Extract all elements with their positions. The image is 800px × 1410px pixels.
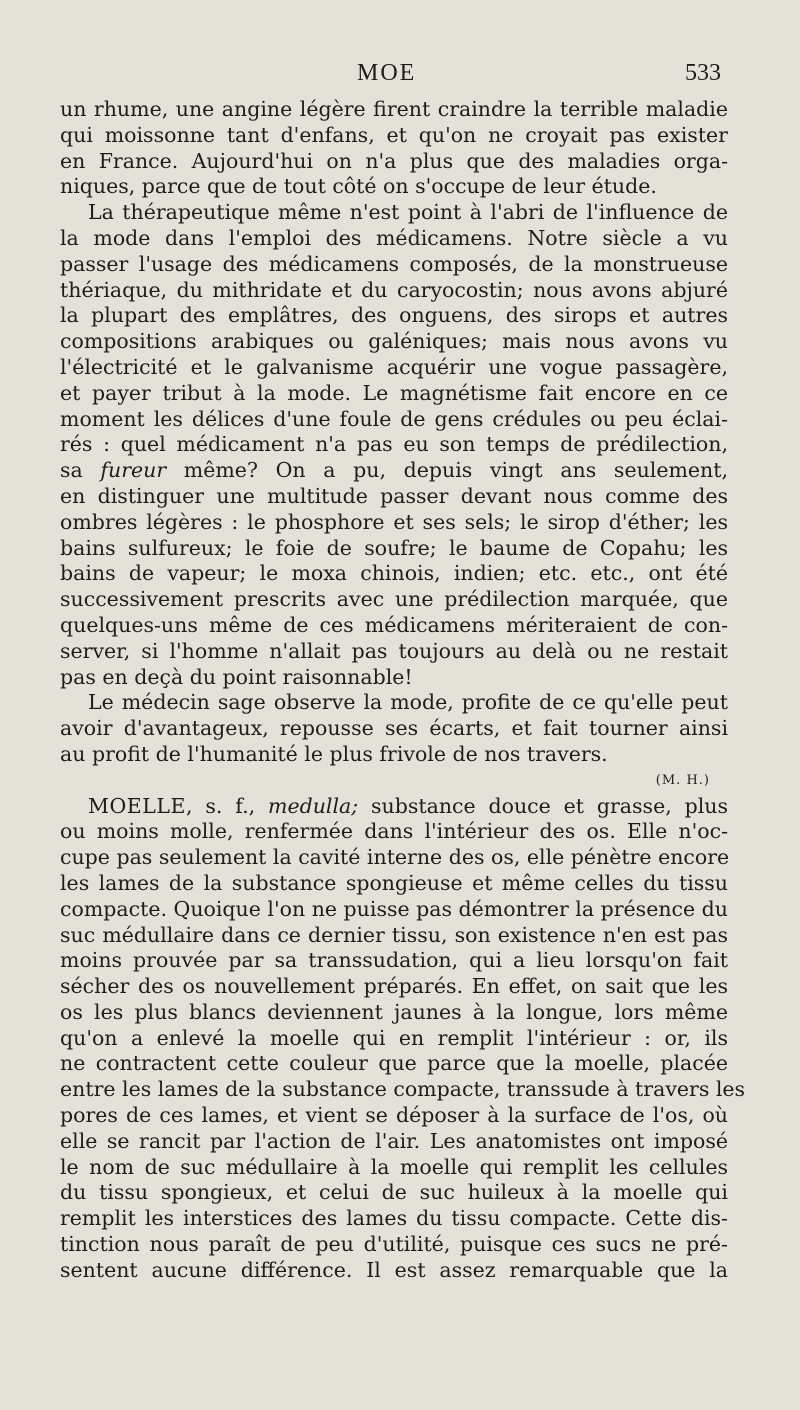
text-line: entre les lames de la substance compacte, transsude à travers les <box>60 1077 746 1102</box>
text-line: le nom de suc médullaire à la moelle qui remplit les cellules <box>60 1154 728 1179</box>
text-line: suc médullaire dans ce dernier tissu, son existence n'en est pas <box>60 922 728 947</box>
text-line: bains de vapeur; le moxa chinois, indien; etc. etc., ont été <box>60 561 728 586</box>
entry-latin: medulla; <box>268 793 359 818</box>
text-line: qu'on a enlevé la moelle qui en remplit l'intérieur : or, ils <box>60 1025 728 1050</box>
text-line: la plupart des emplâtres, des onguens, des sirops et autres <box>60 303 728 328</box>
italic-word: fureur <box>100 458 167 483</box>
text-line: passer l'usage des médicamens composés, de la monstrueuse <box>60 251 728 276</box>
text-line: sentent aucune différence. Il est assez remarquable que la <box>60 1257 728 1282</box>
text-line: pas en deçà du point raisonnable! <box>60 664 413 689</box>
running-head: MOE <box>357 60 417 86</box>
text-line: os les plus blancs deviennent jaunes à la longue, lors même <box>60 999 728 1024</box>
text-line: rés : quel médicament n'a pas eu son temps de prédilection, <box>60 432 728 457</box>
text-line: successivement prescrits avec une prédilection marquée, que <box>60 587 728 612</box>
text-line: tinction nous paraît de peu d'utilité, puisque ces sucs ne pré- <box>60 1232 728 1257</box>
text-line: en France. Aujourd'hui on n'a plus que des maladies orga- <box>60 148 728 173</box>
text-line: en distinguer une multitude passer devant nous comme des <box>60 483 728 508</box>
text-line: moins prouvée par sa transsudation, qui a lieu lorsqu'on fait <box>60 948 728 973</box>
text-line: compositions arabiques ou galéniques; mais nous avons vu <box>60 329 728 354</box>
text-line: elle se rancit par l'action de l'air. Les anatomistes ont imposé <box>60 1128 728 1153</box>
text-line: quelques-uns même de ces médicamens mériteraient de con- <box>60 612 728 637</box>
entry-moelle <box>60 793 746 1284</box>
entry-grammar: , s. f., <box>185 793 268 818</box>
text-line: ou moins molle, renfermée dans l'intérieur des os. Elle n'oc- <box>60 819 728 844</box>
author-signature: (M. H.) <box>655 772 710 788</box>
paragraph-therapeutics <box>60 200 728 690</box>
entry-headword: MOELLE <box>88 793 186 818</box>
text-segment: même? On a pu, depuis vingt ans seulement, <box>166 458 728 483</box>
text-line: les lames de la substance spongieuse et même celles du tissu <box>60 870 728 895</box>
text-line: server, si l'homme n'allait pas toujours au delà ou ne restait <box>60 638 728 663</box>
text-line: cupe pas seulement la cavité interne des os, elle pénètre encore <box>60 845 730 870</box>
text-line: bains sulfureux; le foie de soufre; le baume de Copahu; les <box>60 535 728 560</box>
text-line: moment les délices d'une foule de gens crédules ou peu éclai- <box>60 406 728 431</box>
text-line: ne contractent cette couleur que parce que la moelle, placée <box>60 1051 728 1076</box>
text-line: ombres légères : le phosphore et ses sels; le sirop d'éther; les <box>60 509 728 534</box>
text-line: compacte. Quoique l'on ne puisse pas démontrer la présence du <box>60 896 728 921</box>
entry-definition-start: substance douce et grasse, plus <box>358 793 728 818</box>
text-line: et payer tribut à la mode. Le magnétisme fait encore en ce <box>60 380 728 405</box>
text-line-with-italic <box>60 458 728 484</box>
text-line: la mode dans l'emploi des médicamens. Notre siècle a vu <box>60 225 728 250</box>
text-line: un rhume, une angine légère firent craindre la terrible maladie <box>60 97 728 121</box>
paragraph-sage <box>60 690 728 767</box>
text-line: sécher des os nouvellement préparés. En effet, on sait que les <box>60 974 728 999</box>
text-line: niques, parce que de tout côté on s'occupe de leur étude. <box>60 174 657 199</box>
entry-first-line <box>60 794 728 820</box>
text-line: La thérapeutique même n'est point à l'abri de l'influence de <box>88 200 728 225</box>
text-line: avoir d'avantageux, repousse ses écarts, et fait tourner ainsi <box>60 716 728 741</box>
text-line: remplit les interstices des lames du tissu compacte. Cette dis- <box>60 1206 728 1231</box>
text-line: pores de ces lames, et vient se déposer à la surface de l'os, où <box>60 1103 728 1128</box>
text-body <box>60 97 746 1284</box>
text-line: du tissu spongieux, et celui de suc huileux à la moelle qui <box>60 1180 728 1205</box>
page-header <box>60 60 800 94</box>
text-line: qui moissonne tant d'enfans, et qu'on ne croyait pas exister <box>60 122 728 147</box>
text-line: au profit de l'humanité le plus frivole de nos travers. <box>60 741 608 766</box>
text-segment: sa <box>60 458 101 483</box>
text-line: Le médecin sage observe la mode, profite de ce qu'elle peut <box>88 690 728 715</box>
page-number: 533 <box>685 60 721 86</box>
text-line: thériaque, du mithridate et du caryocostin; nous avons abjuré <box>60 277 728 302</box>
paragraph-continued <box>60 97 728 200</box>
text-line: l'électricité et le galvanisme acquérir une vogue passagère, <box>60 354 728 379</box>
